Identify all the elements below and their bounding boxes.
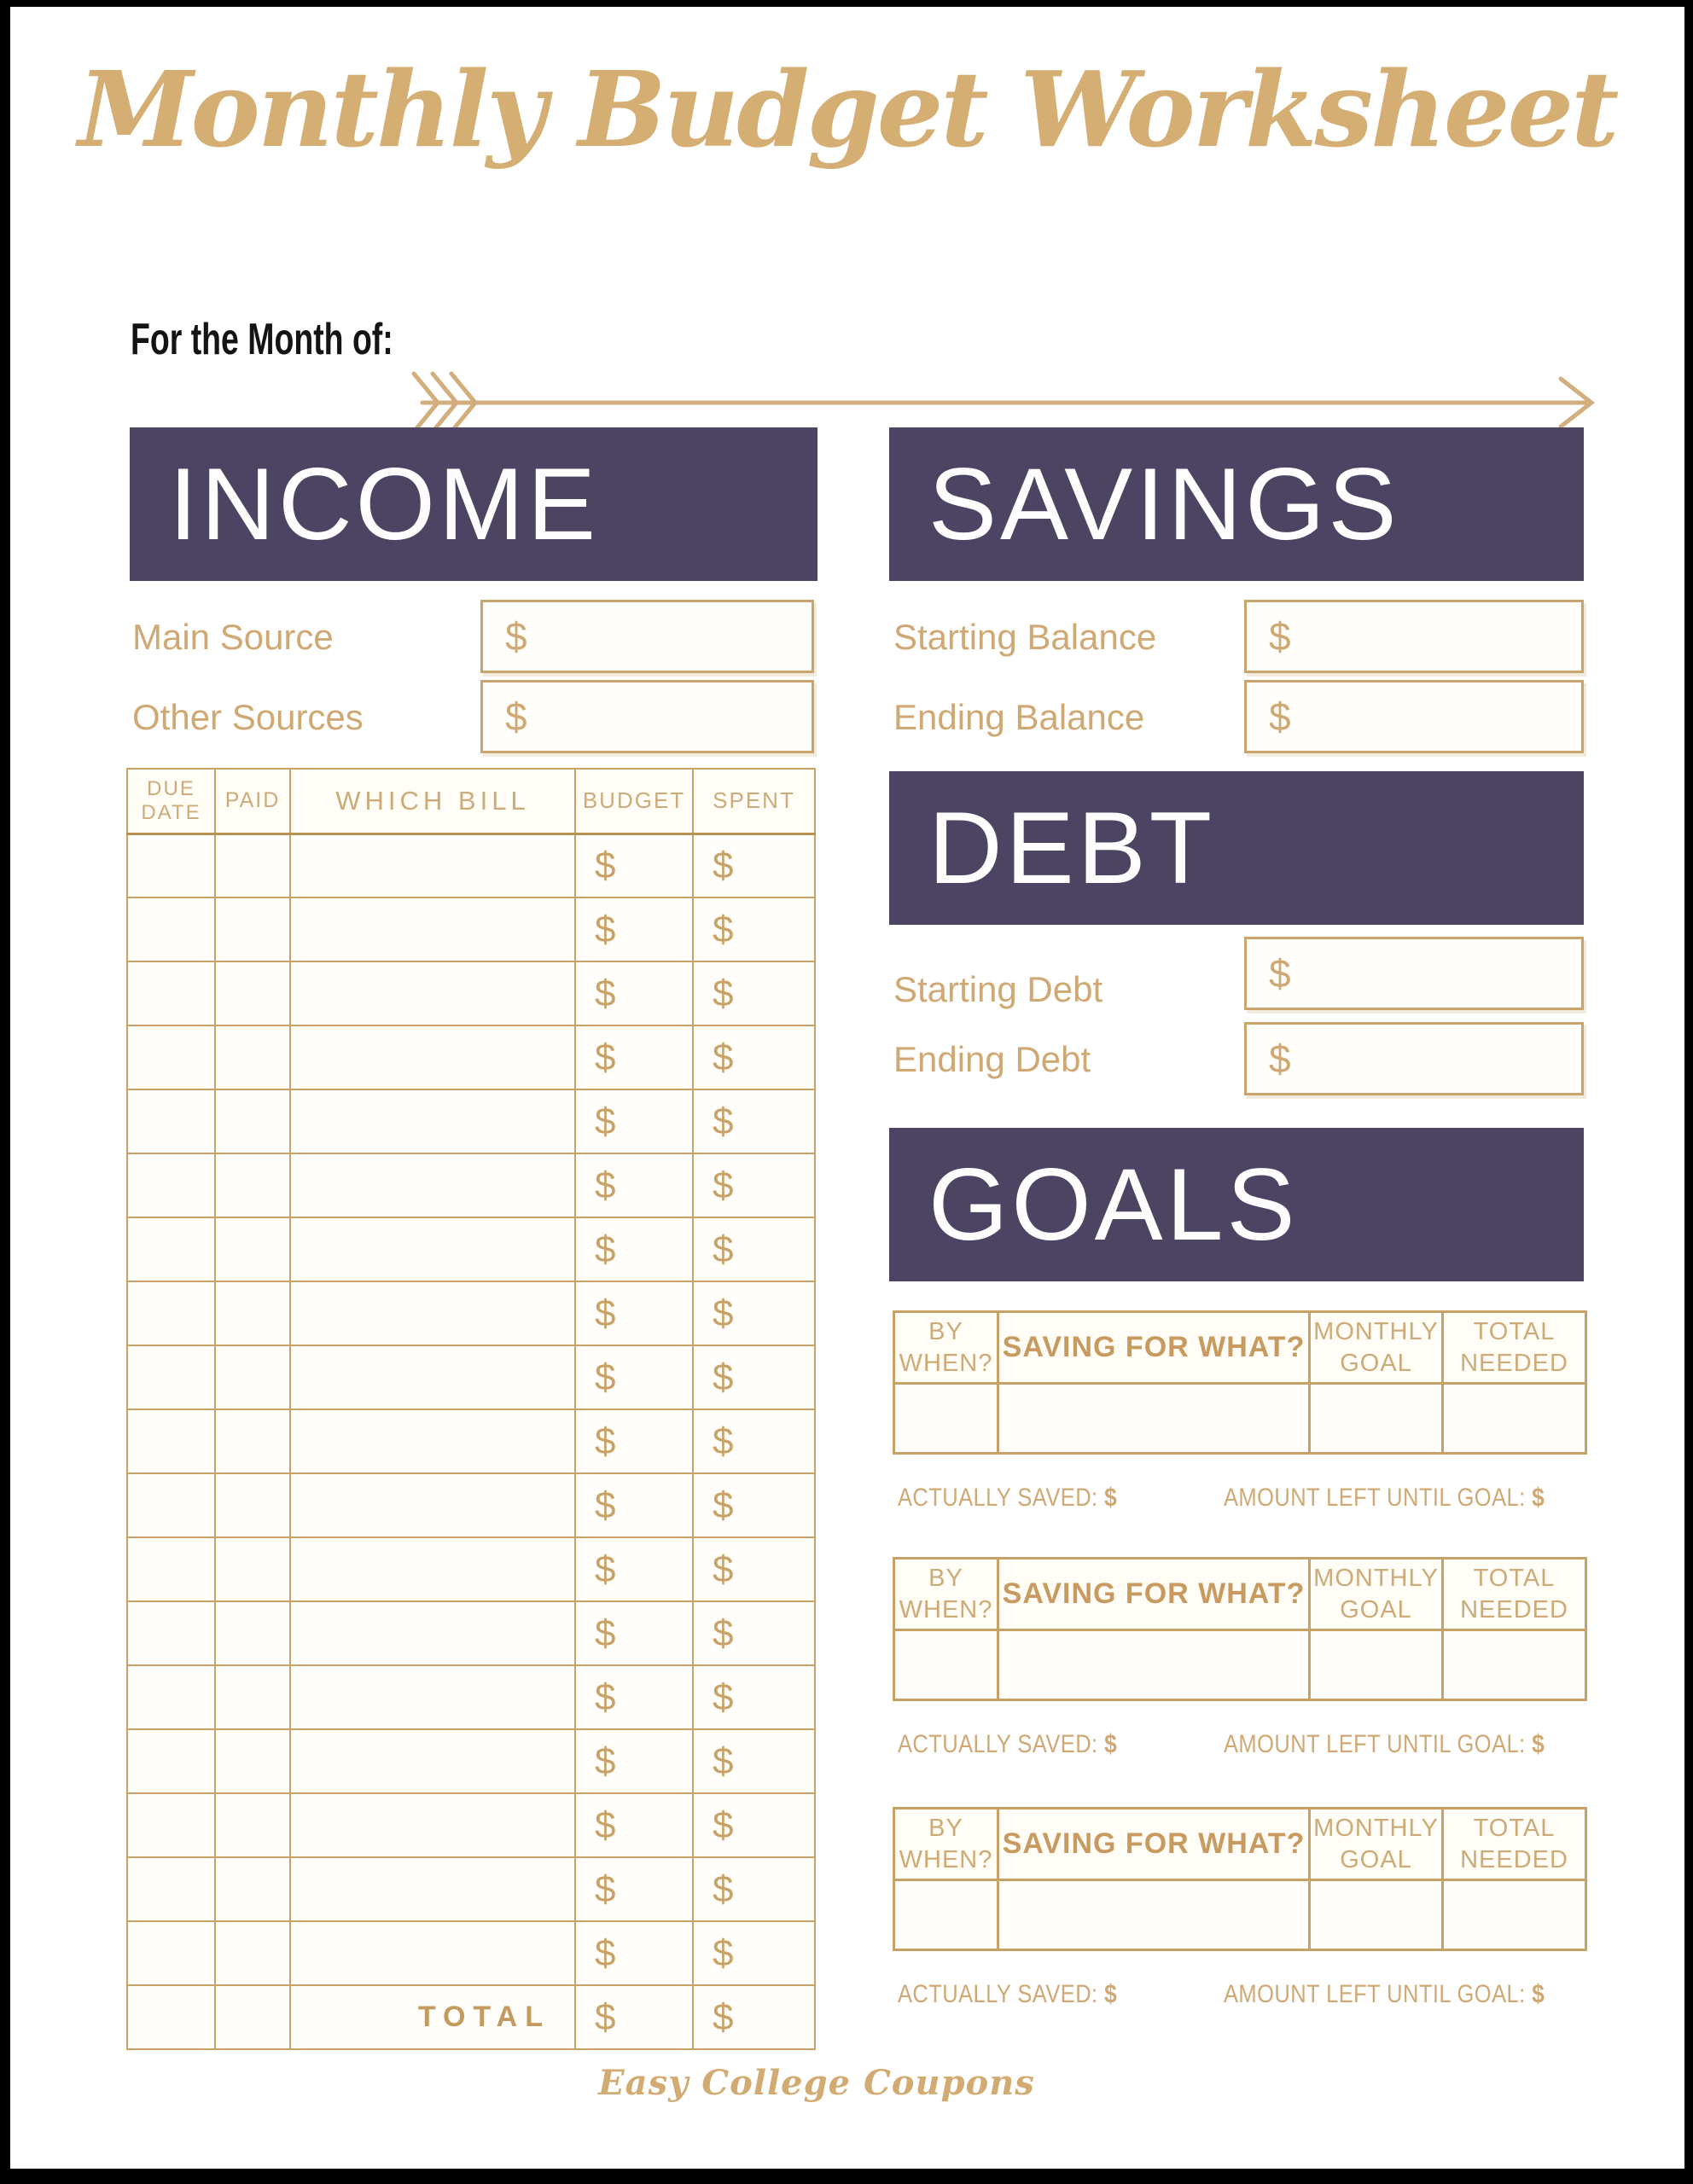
savings-header-label: SAVINGS (928, 447, 1400, 561)
brand-footer: Easy College Coupons (598, 2063, 1035, 2103)
bill-cell-budget[interactable]: $ (575, 1601, 693, 1665)
bill-cell-paid[interactable] (215, 1281, 290, 1345)
goal-col-header-1: SAVING FOR WHAT? (998, 1312, 1310, 1384)
bill-cell-budget[interactable]: $ (575, 1409, 693, 1473)
bill-row (127, 961, 815, 1025)
dollar-prefix: $ (1104, 1978, 1118, 2008)
debt-section-header (889, 771, 1584, 925)
bills-total-label: TOTAL (290, 1985, 575, 2049)
col-header-due-date: DUE DATE (127, 769, 215, 834)
dollar-prefix: $ (1532, 1728, 1545, 1758)
bill-row (127, 1153, 815, 1217)
bill-cell-paid[interactable] (215, 1601, 290, 1665)
goals-section-header (889, 1128, 1584, 1281)
bill-row (127, 1473, 815, 1537)
bill-row (127, 897, 815, 961)
goal-cell-monthly-goal[interactable] (1310, 1384, 1443, 1454)
bill-row (127, 1921, 815, 1985)
bill-row (127, 1729, 815, 1793)
bill-cell-which-bill[interactable] (290, 1153, 575, 1217)
bill-cell-spent[interactable]: $ (693, 1345, 815, 1409)
bill-cell-spent[interactable]: $ (693, 1601, 815, 1665)
bill-row (127, 1281, 815, 1345)
goal-col-header-3: TOTAL NEEDED (1443, 1312, 1586, 1384)
bill-cell-budget[interactable]: $ (575, 1793, 693, 1857)
bill-cell-which-bill[interactable] (290, 1025, 575, 1089)
goal-cell-total-needed[interactable] (1443, 1630, 1586, 1700)
goal-table-3 (893, 1807, 1587, 1951)
goal-saved-line-2 (893, 1728, 1585, 1763)
main-source-label: Main Source (132, 617, 334, 657)
goal-cell-saving-for-what[interactable] (998, 1630, 1310, 1700)
bill-cell-budget[interactable]: $ (575, 1089, 693, 1153)
bill-cell-due-date[interactable] (127, 1537, 215, 1601)
bill-row (127, 1345, 815, 1409)
bill-total-cell-paid (215, 1985, 290, 2049)
dollar-prefix: $ (1104, 1728, 1118, 1758)
bill-cell-budget[interactable]: $ (575, 961, 693, 1025)
goal-col-header-2: MONTHLY GOAL (1310, 1559, 1443, 1630)
goal-row (894, 1630, 1586, 1700)
amount-left-label: AMOUNT LEFT UNTIL GOAL: $ (1224, 1482, 1545, 1512)
bill-cell-due-date[interactable] (127, 1089, 215, 1153)
bill-cell-spent[interactable]: $ (693, 1729, 815, 1793)
bill-cell-due-date[interactable] (127, 1217, 215, 1281)
bill-row (127, 1409, 815, 1473)
goal-cell-total-needed[interactable] (1443, 1880, 1586, 1950)
col-header-budget: BUDGET (575, 769, 693, 834)
goals-header-label: GOALS (928, 1147, 1299, 1262)
bill-cell-spent[interactable]: $ (693, 1857, 815, 1921)
bill-cell-which-bill[interactable] (290, 1537, 575, 1601)
bill-cell-due-date[interactable] (127, 961, 215, 1025)
bill-cell-budget[interactable]: $ (575, 1345, 693, 1409)
bill-cell-due-date[interactable] (127, 1153, 215, 1217)
dollar-prefix: $ (1269, 694, 1291, 739)
starting-debt-input[interactable] (1244, 937, 1584, 1010)
bill-cell-budget[interactable]: $ (575, 1025, 693, 1089)
bill-row (127, 1217, 815, 1281)
bill-cell-spent[interactable]: $ (693, 1537, 815, 1601)
dollar-prefix: $ (1532, 1978, 1545, 2008)
bill-row (127, 1857, 815, 1921)
bill-cell-budget[interactable]: $ (575, 1281, 693, 1345)
goal-table-2 (893, 1557, 1587, 1701)
bill-cell-paid[interactable] (215, 1153, 290, 1217)
bill-cell-paid[interactable] (215, 1473, 290, 1537)
col-header-paid: PAID (215, 769, 290, 834)
bill-cell-spent[interactable]: $ (693, 897, 815, 961)
bill-cell-which-bill[interactable] (290, 834, 575, 897)
actually-saved-label: ACTUALLY SAVED: $ (898, 1728, 1118, 1758)
bill-cell-which-bill[interactable] (290, 1473, 575, 1537)
bill-row (127, 1537, 815, 1601)
bill-row (127, 834, 815, 897)
income-header-label: INCOME (169, 447, 599, 561)
bill-cell-paid[interactable] (215, 961, 290, 1025)
bill-cell-which-bill[interactable] (290, 1857, 575, 1921)
bill-cell-paid[interactable] (215, 897, 290, 961)
bill-row (127, 1089, 815, 1153)
bill-cell-due-date[interactable] (127, 1409, 215, 1473)
bill-cell-budget[interactable]: $ (575, 897, 693, 961)
bill-cell-which-bill[interactable] (290, 1601, 575, 1665)
bill-cell-due-date[interactable] (127, 1793, 215, 1857)
bill-cell-due-date[interactable] (127, 1473, 215, 1537)
bill-cell-spent[interactable]: $ (693, 1153, 815, 1217)
goal-col-header-0: BY WHEN? (894, 1559, 998, 1630)
bill-total-cell-due-date (127, 1985, 215, 2049)
bill-row (127, 1793, 815, 1857)
bill-cell-spent[interactable]: $ (693, 1281, 815, 1345)
dollar-prefix: $ (1269, 614, 1291, 659)
bill-cell-spent[interactable]: $ (693, 961, 815, 1025)
dollar-prefix: $ (505, 614, 527, 659)
bill-cell-paid[interactable] (215, 1537, 290, 1601)
main-source-input[interactable] (480, 600, 814, 673)
bill-cell-spent[interactable]: $ (693, 1089, 815, 1153)
goal-unit-1 (893, 1310, 1585, 1516)
bill-row (127, 1665, 815, 1729)
bill-cell-paid[interactable] (215, 1089, 290, 1153)
goal-cell-by-when[interactable] (894, 1880, 998, 1950)
bill-cell-paid[interactable] (215, 1793, 290, 1857)
bills-table (126, 768, 816, 2050)
ending-debt-label: Ending Debt (893, 1039, 1091, 1079)
bill-cell-spent[interactable]: $ (693, 1921, 815, 1985)
bill-cell-which-bill[interactable] (290, 1665, 575, 1729)
goal-col-header-2: MONTHLY GOAL (1310, 1809, 1443, 1880)
bill-cell-spent[interactable]: $ (693, 1025, 815, 1089)
goal-cell-by-when[interactable] (894, 1384, 998, 1454)
bill-cell-budget[interactable]: $ (575, 1921, 693, 1985)
goal-saved-line-3 (893, 1978, 1585, 2013)
bill-cell-budget[interactable]: $ (575, 1729, 693, 1793)
bill-cell-which-bill[interactable] (290, 961, 575, 1025)
bill-cell-paid[interactable] (215, 834, 290, 897)
bill-total-row (127, 1985, 815, 2049)
goal-col-header-3: TOTAL NEEDED (1443, 1809, 1586, 1880)
bill-cell-due-date[interactable] (127, 1857, 215, 1921)
bill-cell-which-bill[interactable] (290, 1281, 575, 1345)
bill-cell-due-date[interactable] (127, 897, 215, 961)
bill-cell-paid[interactable] (215, 1729, 290, 1793)
bill-cell-which-bill[interactable] (290, 1217, 575, 1281)
other-sources-input[interactable] (480, 680, 814, 753)
bill-total-cell-budget[interactable]: $ (575, 1985, 693, 2049)
bill-cell-paid[interactable] (215, 1345, 290, 1409)
bill-cell-paid[interactable] (215, 1409, 290, 1473)
goal-cell-saving-for-what[interactable] (998, 1880, 1310, 1950)
bill-cell-spent[interactable]: $ (693, 1793, 815, 1857)
bill-cell-budget[interactable]: $ (575, 1473, 693, 1537)
amount-left-label: AMOUNT LEFT UNTIL GOAL: $ (1224, 1728, 1545, 1758)
bill-row (127, 1025, 815, 1089)
goal-table-1 (893, 1310, 1587, 1455)
goal-row (894, 1880, 1586, 1950)
goal-cell-monthly-goal[interactable] (1310, 1630, 1443, 1700)
bill-cell-due-date[interactable] (127, 1281, 215, 1345)
bill-cell-which-bill[interactable] (290, 1921, 575, 1985)
bill-cell-spent[interactable]: $ (693, 834, 815, 897)
goal-col-header-2: MONTHLY GOAL (1310, 1312, 1443, 1384)
bill-row (127, 1601, 815, 1665)
other-sources-label: Other Sources (132, 697, 364, 737)
bill-cell-budget[interactable]: $ (575, 1537, 693, 1601)
bill-cell-spent[interactable]: $ (693, 1473, 815, 1537)
month-of-label: For the Month of: (131, 315, 393, 364)
bill-cell-paid[interactable] (215, 1025, 290, 1089)
bill-cell-paid[interactable] (215, 1921, 290, 1985)
goal-cell-saving-for-what[interactable] (998, 1384, 1310, 1454)
bill-cell-spent[interactable]: $ (693, 1409, 815, 1473)
goal-unit-2 (893, 1557, 1585, 1763)
goal-cell-monthly-goal[interactable] (1310, 1880, 1443, 1950)
bill-cell-which-bill[interactable] (290, 1089, 575, 1153)
ending-balance-label: Ending Balance (893, 697, 1145, 737)
income-section-header (130, 427, 817, 581)
bill-cell-paid[interactable] (215, 1665, 290, 1729)
actually-saved-label: ACTUALLY SAVED: $ (898, 1978, 1118, 2008)
goal-row (894, 1384, 1586, 1454)
starting-debt-label: Starting Debt (893, 969, 1103, 1009)
goal-unit-3 (893, 1807, 1585, 2013)
bill-cell-budget[interactable]: $ (575, 1665, 693, 1729)
bill-cell-budget[interactable]: $ (575, 1857, 693, 1921)
bills-table-header (127, 769, 815, 834)
actually-saved-label: ACTUALLY SAVED: $ (898, 1482, 1118, 1512)
amount-left-label: AMOUNT LEFT UNTIL GOAL: $ (1224, 1978, 1545, 2008)
col-header-spent: SPENT (693, 769, 815, 834)
bill-cell-which-bill[interactable] (290, 897, 575, 961)
dollar-prefix: $ (1532, 1482, 1545, 1512)
bill-cell-due-date[interactable] (127, 1921, 215, 1985)
bill-cell-paid[interactable] (215, 1217, 290, 1281)
goal-col-header-3: TOTAL NEEDED (1443, 1559, 1586, 1630)
debt-header-label: DEBT (928, 791, 1216, 905)
bill-cell-which-bill[interactable] (290, 1729, 575, 1793)
bill-cell-due-date[interactable] (127, 834, 215, 897)
savings-section-header (889, 427, 1584, 581)
bills-body (127, 834, 815, 2049)
dollar-prefix: $ (1104, 1482, 1118, 1512)
bill-cell-which-bill[interactable] (290, 1409, 575, 1473)
bill-cell-due-date[interactable] (127, 1665, 215, 1729)
starting-balance-label: Starting Balance (893, 617, 1157, 657)
bill-cell-due-date[interactable] (127, 1025, 215, 1089)
bill-total-cell-spent[interactable]: $ (693, 1985, 815, 2049)
goal-col-header-0: BY WHEN? (894, 1809, 998, 1880)
goal-col-header-1: SAVING FOR WHAT? (998, 1809, 1310, 1880)
bill-cell-due-date[interactable] (127, 1601, 215, 1665)
starting-balance-input[interactable] (1244, 600, 1584, 673)
bill-cell-spent[interactable]: $ (693, 1217, 815, 1281)
goal-col-header-1: SAVING FOR WHAT? (998, 1559, 1310, 1630)
bill-cell-due-date[interactable] (127, 1729, 215, 1793)
bill-cell-due-date[interactable] (127, 1345, 215, 1409)
bill-cell-budget[interactable]: $ (575, 1217, 693, 1281)
goal-col-header-0: BY WHEN? (894, 1312, 998, 1384)
goal-saved-line-1 (893, 1482, 1585, 1516)
dollar-prefix: $ (505, 694, 527, 739)
ending-balance-input[interactable] (1244, 680, 1584, 753)
dollar-prefix: $ (1269, 1037, 1291, 1081)
ending-debt-input[interactable] (1244, 1022, 1584, 1095)
bill-cell-spent[interactable]: $ (693, 1665, 815, 1729)
page-title: Monthly Budget Worksheet (78, 48, 1617, 171)
bill-cell-budget[interactable]: $ (575, 834, 693, 897)
bill-cell-which-bill[interactable] (290, 1345, 575, 1409)
goal-cell-total-needed[interactable] (1443, 1384, 1586, 1454)
col-header-which-bill: WHICH BILL (290, 769, 575, 834)
bill-cell-which-bill[interactable] (290, 1793, 575, 1857)
bill-cell-budget[interactable]: $ (575, 1153, 693, 1217)
worksheet-page (10, 7, 1684, 2169)
goal-cell-by-when[interactable] (894, 1630, 998, 1700)
dollar-prefix: $ (1269, 951, 1291, 996)
bill-cell-paid[interactable] (215, 1857, 290, 1921)
